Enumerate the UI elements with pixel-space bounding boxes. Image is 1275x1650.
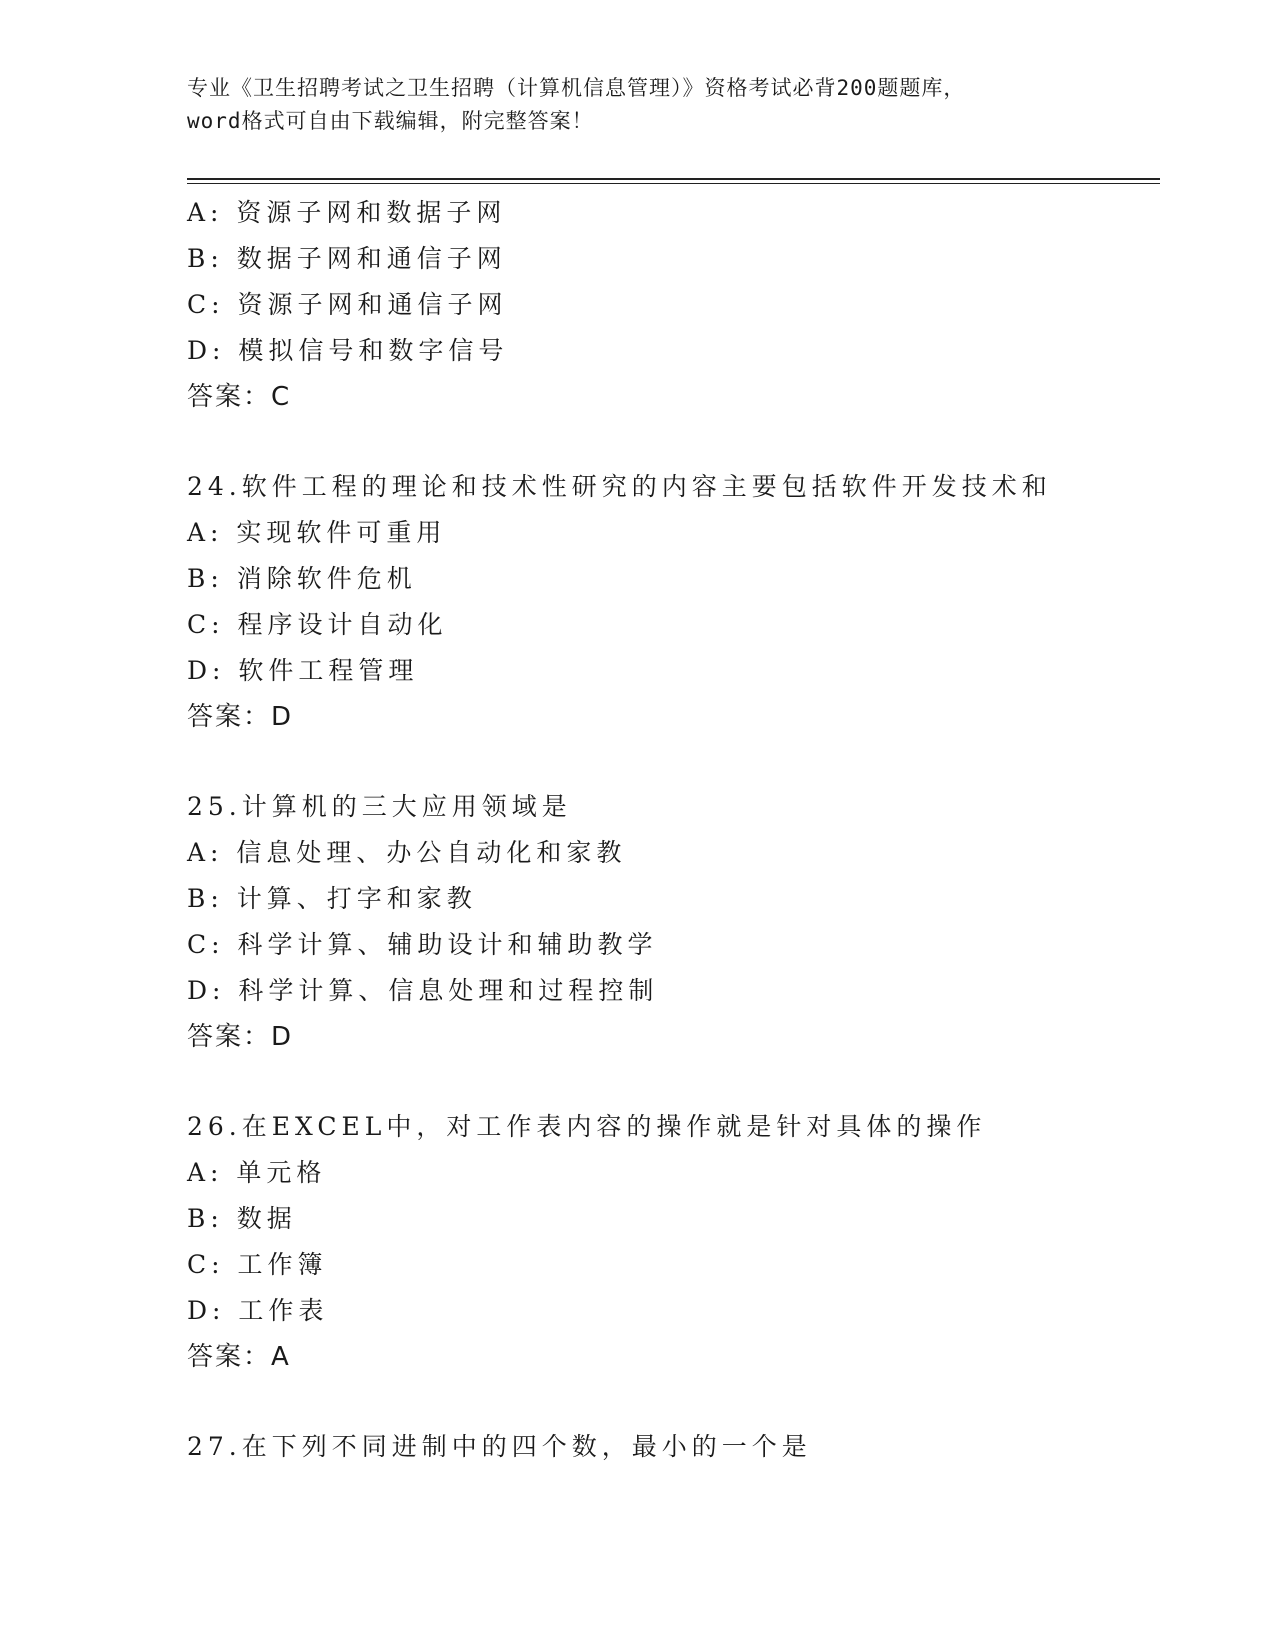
question-block	[187, 1424, 1167, 1470]
question-block	[187, 464, 1167, 740]
question-text: 27.在下列不同进制中的四个数，最小的一个是	[187, 1432, 812, 1461]
question-block	[187, 784, 1167, 1060]
question-text: 24.软件工程的理论和技术性研究的内容主要包括软件开发技术和	[187, 472, 1052, 501]
question-list	[187, 190, 1167, 1470]
option-d: D: 科学计算、信息处理和过程控制	[187, 976, 659, 1005]
question-text: 26.在EXCEL中，对工作表内容的操作就是针对具体的操作	[187, 1112, 987, 1141]
option-b: B: 数据子网和通信子网	[187, 244, 507, 273]
answer-line: 答案：D	[187, 702, 294, 732]
answer-line: 答案：C	[187, 382, 292, 412]
option-d: D: 工作表	[187, 1296, 329, 1325]
answer-line: 答案：D	[187, 1022, 294, 1052]
option-a: A: 资源子网和数据子网	[187, 198, 507, 227]
header-line-2: word格式可自由下载编辑，附完整答案！	[187, 109, 594, 133]
header-divider	[187, 178, 1160, 184]
option-b: B: 计算、打字和家教	[187, 884, 477, 913]
option-c: C: 资源子网和通信子网	[187, 290, 508, 319]
option-a: A: 实现软件可重用	[187, 518, 447, 547]
option-c: C: 科学计算、辅助设计和辅助教学	[187, 930, 658, 959]
option-b: B: 消除软件危机	[187, 564, 417, 593]
option-c: C: 工作簿	[187, 1250, 328, 1279]
option-d: D: 软件工程管理	[187, 656, 419, 685]
option-a: A: 单元格	[187, 1158, 327, 1187]
question-block	[187, 190, 1167, 420]
option-b: B: 数据	[187, 1204, 297, 1233]
document-header	[187, 72, 1087, 138]
question-text: 25.计算机的三大应用领域是	[187, 792, 572, 821]
option-d: D: 模拟信号和数字信号	[187, 336, 509, 365]
question-block	[187, 1104, 1167, 1380]
header-line-1: 专业《卫生招聘考试之卫生招聘（计算机信息管理）》资格考试必背200题题库，	[187, 76, 966, 100]
answer-line: 答案：A	[187, 1342, 291, 1372]
option-a: A: 信息处理、办公自动化和家教	[187, 838, 627, 867]
option-c: C: 程序设计自动化	[187, 610, 448, 639]
